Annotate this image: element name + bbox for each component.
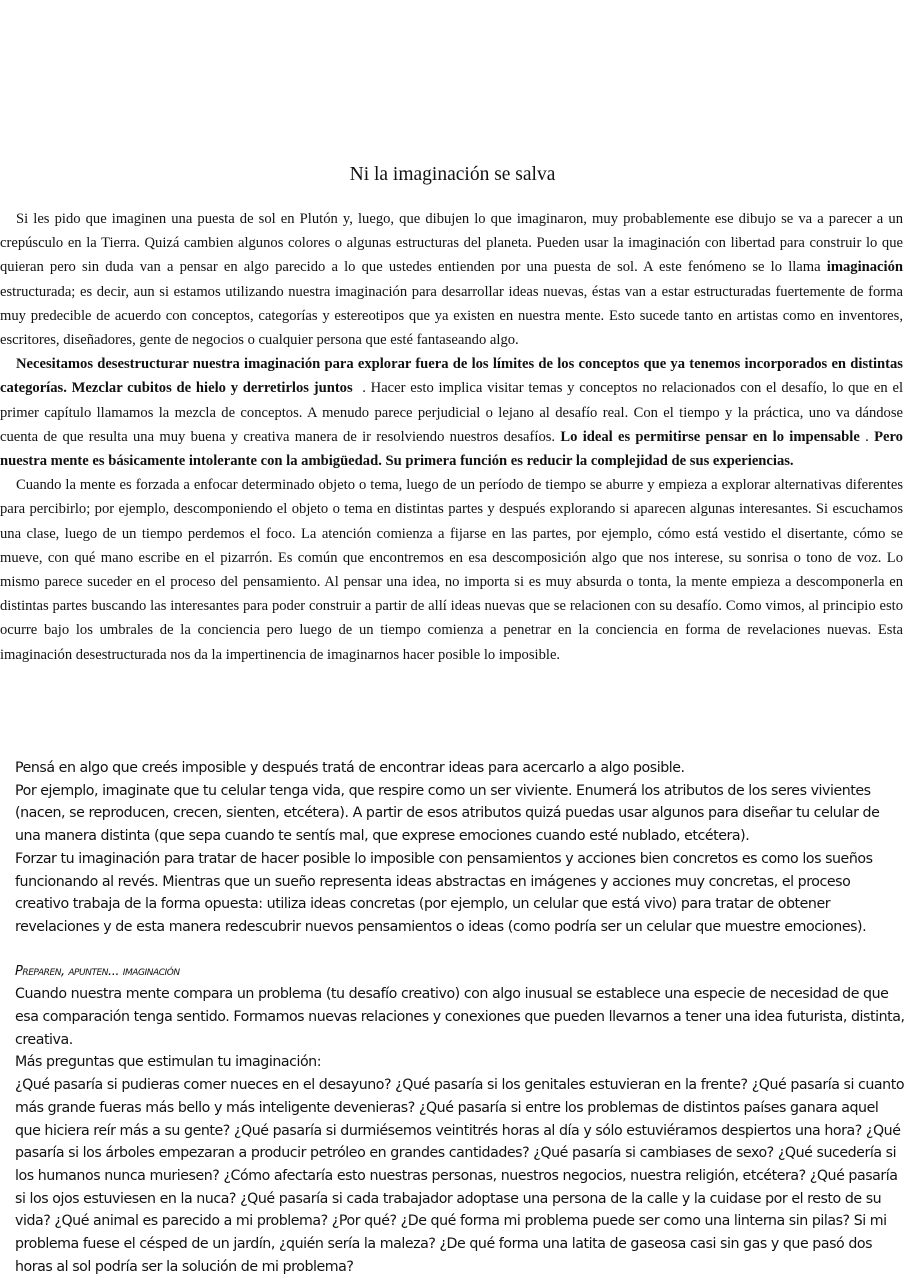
section-heading: Preparen, apunten... imaginación (15, 963, 180, 979)
section-paragraph: Más preguntas que estimulan tu imaginación: (15, 1054, 322, 1071)
bold-term-imaginacion: imaginación (826, 259, 903, 276)
bold-statement: Necesitamos desestructurar nuestra imaginación para explorar fuera de los límites de los conceptos que ya tenemos incorporados en distintas categorías. Mezclar cubitos de hielo y derretirlos juntos (0, 356, 903, 397)
paragraph-destructure (0, 352, 903, 473)
paragraph-mind-focus: Cuando la mente es forzada a enfocar determinado objeto o tema, luego de un período de tiempo se aburre y empieza a explorar alternativas diferentes para percibirlo; por ejemplo, descomponiendo el objeto o tema en distintas partes y después explorando si aparecen algunas interesantes. Si escuchamos una clase, luego de un tiempo perdemos el foco. La atención comienza a fijarse en las partes, por ejemplo, cómo está vestido el disertante, cómo se mueve, con qué mano escribe en el pizarrón. Es común que encontremos en esa descomposición algo que nos interese, su sonrisa o tono de voz. Lo mismo parece suceder en el proceso del pensamiento. Al pensar una idea, no importa si es muy absurda o tonta, la mente empieza a descomponerla en distintas partes buscando las interesantes para poder construir a partir de allí ideas nuevas que se relacionen con su desafío. Como vimos, al principio esto ocurre bajo los umbrales de la conciencia pero luego de un tiempo comienza a penetrar en la conciencia en forma de revelaciones nuevas. Esta imaginación desestructurada nos da la impertinencia de imaginarnos hacer posible lo imposible. (0, 477, 903, 663)
separator-text: . (865, 428, 869, 445)
exercise-example: Por ejemplo, imaginate que tu celular tenga vida, que respire como un ser viviente. Enumerá los atributos de los seres vivientes (nacen, se reproducen, crecen, sienten, etcétera). A partir de esos atributos quizá puedas usar algunos para diseñar tu celular de una manera distinta (que sepa cuando te sentís mal, que exprese emociones cuando esté nublado, etcétera). (15, 782, 880, 845)
section-paragraph: Cuando nuestra mente compara un problema (tu desafío creativo) con algo inusual se establece una especie de necesidad de que esa comparación tenga sentido. Formamos nuevas relaciones y conexiones que pueden llevarnos a tener una idea futurista, distinta, creativa. (15, 986, 905, 1048)
exercise-explanation: Forzar tu imaginación para tratar de hacer posible lo imposible con pensamientos y acciones bien concretos es como los sueños funcionando al revés. Mientras que un sueño representa ideas abstractas en imágenes y acciones muy concretas, el proceso creativo trabaja de la forma opuesta: utiliza ideas concretas (por ejemplo, un celular que está vivo) para tratar de obtener revelaciones y de esta manera redescubrir nuevos pensamientos o ideas (como podría ser un celular que muestre emociones). (15, 850, 873, 935)
exercise-section (15, 757, 905, 1278)
page-title: Ni la imaginación se salva (349, 164, 556, 185)
essay-body (0, 207, 903, 667)
questions-paragraph: ¿Qué pasaría si pudieras comer nueces en el desayuno? ¿Qué pasaría si los genitales estuvieran en la frente? ¿Qué pasaría si cuanto más grande fueras más bello y más inteligente devenieras? ¿Qué pasaría si entre los problemas de distintos países ganara aquel que hiciera reír más a su gente? ¿Qué pasaría si durmiésemos veintitrés horas al día y sólo estuviéramos despiertos una hora? ¿Qué pasaría si los árboles empezaran a producir petróleo en grandes cantidades? ¿Qué pasaría si cambiases de sexo? ¿Qué sucedería si los humanos nunca muriesen? ¿Cómo afectaría esto nuestras personas, nuestros negocios, nuestra religión, etcétera? ¿Qué pasaría si los ojos estuviesen en la nuca? ¿Qué pasaría si cada trabajador adoptase una persona de la calle y la cuidase por el resto de su vida? ¿Qué animal es parecido a mi problema? ¿Por qué? ¿De qué forma mi problema puede ser como una linterna sin pilas? Si mi problema fuese el césped de un jardín, ¿quién sería la maleza? ¿De qué forma una latita de gaseosa casi sin gas y que pasó dos horas al sol podría ser la solución de mi problema? (15, 1077, 905, 1275)
paragraph-text: Si les pido que imaginen una puesta de sol en Plutón y, luego, que dibujen lo que imaginaron, muy probablemente ese dibujo se va a parecer a un crepúsculo en la Tierra. Quizá cambien algunos colores o algunas estructuras del planeta. Pueden usar la imaginación con libertad para construir lo que quieran pero sin duda van a pensar en algo parecido a lo que ustedes entienden por una puesta de sol. A este fenómeno se lo llama (0, 211, 903, 276)
bold-statement: Lo ideal es permitirse pensar en lo impensable (560, 428, 860, 445)
paragraph-structured-imagination (0, 207, 903, 352)
exercise-line: Pensá en algo que creés imposible y después tratá de encontrar ideas para acercarlo a algo posible. (15, 760, 685, 776)
paragraph-text: . Hacer esto implica visitar temas y conceptos no relacionados con el desafío, lo que en el primer capítulo llamamos la mezcla de conceptos. A menudo parece perjudicial o lejano al desafío real. Con el tiempo y la práctica, uno va dándose cuenta de que resulta una muy buena y creativa manera de ir resolviendo nuestros desafíos. (0, 380, 904, 445)
paragraph-text: estructurada; es decir, aun si estamos utilizando nuestra imaginación para desarrollar ideas nuevas, éstas van a estar estructuradas fuertemente de forma muy predecible de acuerdo con conceptos, categorías y estereotipos que ya existen en nuestra mente. Esto sucede tanto en artistas como en inventores, escritores, diseñadores, gente de negocios o cualquier persona que esté fantaseando algo. (0, 283, 903, 349)
bold-statement: Pero nuestra mente es básicamente intolerante con la ambigüedad. Su primera función es reducir la complejidad de sus experiencias. (0, 428, 903, 470)
spacer (15, 939, 905, 961)
